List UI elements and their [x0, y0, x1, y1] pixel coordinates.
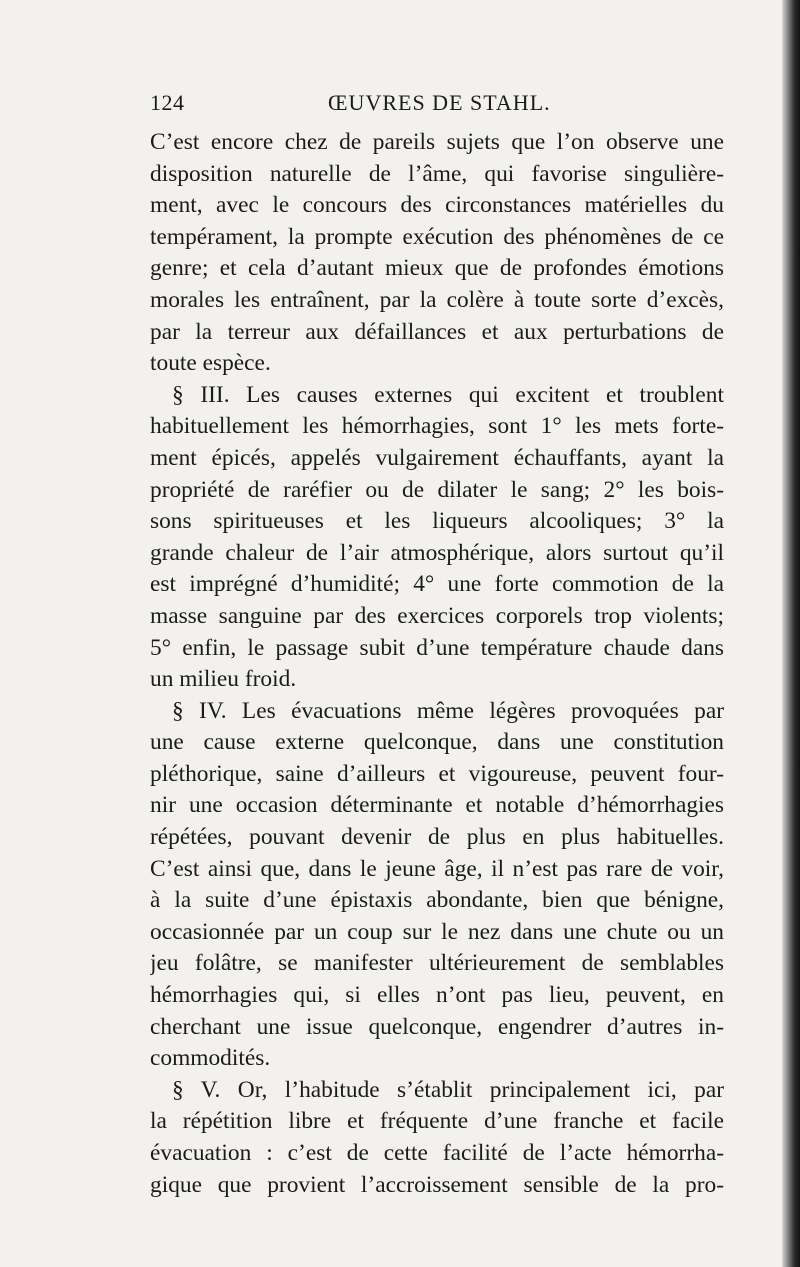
running-header — [150, 90, 722, 120]
text-line: disposition naturelle de l’âme, qui favorise singulière- — [150, 160, 724, 187]
text-line: est imprégné d’humidité; 4° une forte commotion de la — [150, 571, 724, 598]
text-line: la répétition libre et fréquente d’une franche et facile — [150, 1108, 724, 1135]
text-line: C’est encore chez de pareils sujets que l’on observe une — [150, 129, 724, 155]
text-line: masse sanguine par des exercices corporels trop violents; — [150, 602, 724, 629]
text-line: ment épicés, appelés vulgairement échauffants, ayant la — [150, 444, 724, 471]
section-heading-line: § III. Les causes externes qui excitent et troublent — [172, 381, 724, 408]
text-line: nir une occasion déterminante et notable d’hémorrhagies — [150, 792, 724, 819]
text-line: ment, avec le concours des circonstances matérielles du — [150, 192, 724, 219]
body-text — [150, 127, 724, 1201]
text-line: occasionnée par un coup sur le nez dans une chute ou un — [150, 918, 724, 945]
text-line: propriété de raréfier ou de dilater le sang; 2° les bois- — [150, 476, 724, 503]
text-line: 5° enfin, le passage subit d’une température chaude dans — [150, 634, 724, 661]
text-line: jeu folâtre, se manifester ultérieurement de semblables — [150, 950, 724, 977]
page-number: 124 — [150, 90, 185, 115]
text-line: grande chaleur de l’air atmosphérique, alors surtout qu’il — [150, 539, 724, 566]
text-line: tempérament, la prompte exécution des phénomènes de ce — [150, 223, 724, 250]
text-line: C’est ainsi que, dans le jeune âge, il n’est pas rare de voir, — [150, 855, 724, 882]
text-line: un milieu froid. — [150, 666, 297, 693]
text-line: gique que provient l’accroissement sensible de la pro- — [150, 1171, 724, 1198]
text-line: à la suite d’une épistaxis abondante, bien que bénigne, — [150, 887, 724, 914]
page-edge-shadow — [782, 0, 800, 1267]
text-line: sons spiritueuses et les liqueurs alcooliques; 3° la — [150, 508, 724, 535]
text-line: évacuation : c’est de cette facilité de l’acte hémorrha- — [150, 1140, 724, 1166]
text-line: une cause externe quelconque, dans une constitution — [150, 729, 724, 756]
text-line: morales les entraînent, par la colère à toute sorte d’excès, — [150, 286, 724, 313]
text-line: par la terreur aux défaillances et aux perturbations de — [150, 318, 724, 345]
running-title: ŒUVRES DE STAHL. — [328, 90, 551, 115]
text-line: pléthorique, saine d’ailleurs et vigoureuse, peuvent four- — [150, 760, 724, 787]
text-line: répétées, pouvant devenir de plus en plus habituelles. — [150, 824, 724, 851]
text-line: cherchant une issue quelconque, engendrer d’autres in- — [150, 1013, 724, 1040]
text-line: hémorrhagies qui, si elles n’ont pas lieu, peuvent, en — [150, 982, 724, 1009]
section-heading-line: § V. Or, l’habitude s’établit principalement ici, par — [172, 1076, 724, 1103]
text-line: commodités. — [150, 1045, 271, 1072]
text-line: habituellement les hémorrhagies, sont 1° les mets forte- — [150, 413, 724, 440]
section-heading-line: § IV. Les évacuations même légères provoquées par — [172, 697, 724, 724]
text-line: toute espèce. — [150, 350, 271, 377]
text-line: genre; et cela d’autant mieux que de profondes émotions — [150, 255, 724, 282]
